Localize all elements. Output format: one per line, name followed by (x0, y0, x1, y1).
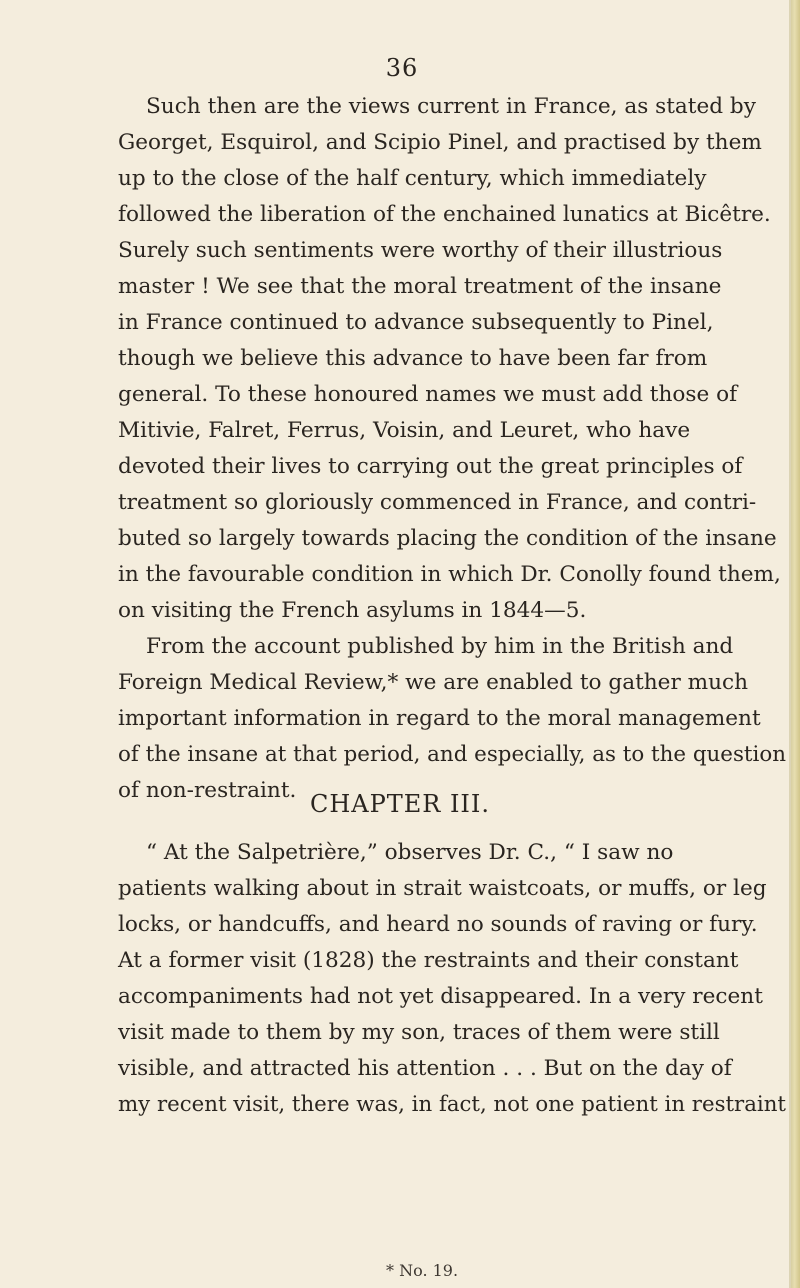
text-line: though we believe this advance to have been far from (118, 346, 708, 371)
text-line: up to the close of the half century, which immediately (118, 166, 707, 191)
text-line: important information in regard to the moral management (118, 706, 761, 731)
text-line: in the favourable condition in which Dr. Conolly found them, (118, 562, 781, 587)
text-line: devoted their lives to carrying out the great principles of (118, 454, 743, 479)
text-line: followed the liberation of the enchained lunatics at Bicêtre. (118, 202, 771, 227)
text-line: Foreign Medical Review,* we are enabled to gather much (118, 670, 749, 695)
text-line: in France continued to advance subsequently to Pinel, (118, 310, 714, 335)
text-line: buted so largely towards placing the condition of the insane (118, 526, 777, 551)
text-line: patients walking about in strait waistcoats, or muffs, or leg (118, 876, 767, 901)
chapter-heading: CHAPTER III. (309, 790, 491, 818)
text-line: accompaniments had not yet disappeared. In a very recent (118, 984, 763, 1009)
text-line: Mitivie, Falret, Ferrus, Voisin, and Leuret, who have (118, 418, 691, 443)
text-line: From the account published by him in the British and (146, 634, 734, 659)
text-line: on visiting the French asylums in 1844—5. (118, 598, 587, 623)
text-line: master ! We see that the moral treatment of the insane (118, 274, 722, 299)
text-line: “ At the Salpetrière,” observes Dr. C., “ I saw no (146, 840, 674, 865)
text-line: Surely such sentiments were worthy of their illustrious (118, 238, 723, 263)
text-line: treatment so gloriously commenced in France, and contri- (118, 490, 757, 515)
text-line: of the insane at that period, and especially, as to the question (118, 742, 787, 767)
text-line: visible, and attracted his attention . . . But on the day of (118, 1056, 732, 1081)
text-line: visit made to them by my son, traces of them were still (118, 1020, 720, 1045)
text-line: locks, or handcuffs, and heard no sounds of raving or fury. (118, 912, 758, 937)
text-line: At a former visit (1828) the restraints and their constant (118, 948, 739, 973)
text-line: Such then are the views current in France, as stated by (146, 94, 756, 119)
text-line: general. To these honoured names we must add those of (118, 382, 738, 407)
text-line: my recent visit, there was, in fact, not one patient in restraint (118, 1092, 786, 1117)
page-number: 36 (385, 54, 419, 82)
text-line: of non-restraint. (118, 778, 297, 803)
text-line: Georget, Esquirol, and Scipio Pinel, and practised by them (118, 130, 762, 155)
footnote: * No. 19. (386, 1261, 459, 1280)
